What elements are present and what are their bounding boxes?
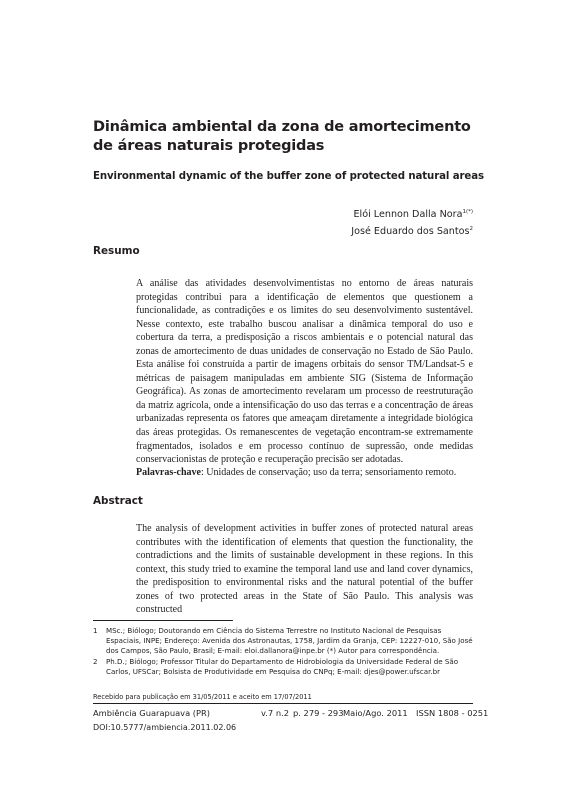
footer-divider xyxy=(93,703,473,704)
footnote-2 xyxy=(93,657,473,677)
author-name: Elói Lennon Dalla Nora xyxy=(353,209,463,220)
abstract-heading: Abstract xyxy=(93,495,143,507)
author-affiliation-mark: 1(*) xyxy=(462,209,473,215)
author-name: José Eduardo dos Santos xyxy=(351,226,470,237)
journal-date: Maio/Ago. 2011 xyxy=(343,708,408,718)
footnote-text: Ph.D.; Biólogo; Professor Titular do Departamento de Hidrobiologia da Universidade Federal de São Carlos, UFSCar; Bolsista de Produtividade em Pesquisa do CNPq; E-mail: djes@power.ufscar.br xyxy=(106,657,459,677)
article-subtitle: Environmental dynamic of the buffer zone of protected natural areas xyxy=(93,171,484,182)
keywords-label: Palavras-chave xyxy=(136,467,201,478)
author-affiliation-mark: 2 xyxy=(469,226,473,232)
resumo-text: A análise das atividades desenvolvimentistas no entorno de áreas naturais protegidas contribui para a identificação de elementos que questionem a funcionalidade, as contradições e os limites do seu desenvolvimento sustentável. Nesse contexto, este trabalho buscou analisar a dinâmica temporal do uso e cobertura da terra, a predisposição a riscos ambientais e o potencial natural das zonas de amortecimento de duas unidades de conservação no Estado de São Paulo. Esta análise foi construída a partir de imagens orbitais do sensor TM/Landsat-5 e métricas de paisagem manipuladas em ambiente SIG (Sistema de Informação Geográfica). As zonas de amortecimento revelaram um processo de reestruturação da matriz agrícola, onde a intensificação do uso das terras e a concentração de áreas urbanizadas representa os fatores que ameaçam diretamente a integridade biológica das áreas protegidas. Os remanescentes de vegetação encontram-se extremamente fragmentados, isolados e em processo contínuo de supressão, onde medidas conservacionistas de proteção e recuperação precisão ser adotadas. xyxy=(136,278,473,466)
journal-pages: p. 279 - 293 xyxy=(293,708,344,718)
journal-info xyxy=(93,708,489,720)
keywords-list: : Unidades de conservação; uso da terra; sensoriamento remoto. xyxy=(201,467,457,478)
footnote-1 xyxy=(93,626,473,657)
journal-issn: ISSN 1808 - 0251 xyxy=(416,708,489,718)
keywords-line xyxy=(136,466,473,480)
author-1 xyxy=(351,205,473,222)
article-title: Dinâmica ambiental da zona de amortecimento de áreas naturais protegidas xyxy=(93,119,471,154)
abstract-text: The analysis of development activities in buffer zones of protected natural areas contributes with the identification of elements that question the functionality, the contradictions and the limits of sustainable development in these regions. In this context, this study tried to examine the temporal land use and land cover dynamics, the predisposition to environmental risks and the natural potential of the buffer zones of two protected areas in the State of São Paulo. This analysis was constructed xyxy=(136,523,473,616)
doi: DOI:10.5777/ambiencia.2011.02.06 xyxy=(93,723,237,732)
footnote-divider xyxy=(93,620,233,621)
resumo-heading: Resumo xyxy=(93,245,140,257)
author-2 xyxy=(351,222,473,239)
author-list xyxy=(351,205,473,239)
received-date: Recebido para publicação em 31/05/2011 e aceito em 17/07/2011 xyxy=(93,693,312,701)
footnote-text: MSc.; Biólogo; Doutorando em Ciência do Sistema Terrestre no Instituto Nacional de Pesquisas Espaciais, INPE; Endereço: Avenida dos Astronautas, 1758, Jardim da Granja, CEP: 12227-010, São José dos Campos, São Paulo, Brasil; E-mail: eloi.dallanora@inpe.br (*) Autor para correspondência. xyxy=(106,626,473,656)
journal-volume: v.7 n.2 xyxy=(261,708,289,718)
footnote-number: 1 xyxy=(93,626,98,635)
journal-name: Ambiência Guarapuava (PR) xyxy=(93,708,211,718)
footnote-number: 2 xyxy=(93,657,98,666)
